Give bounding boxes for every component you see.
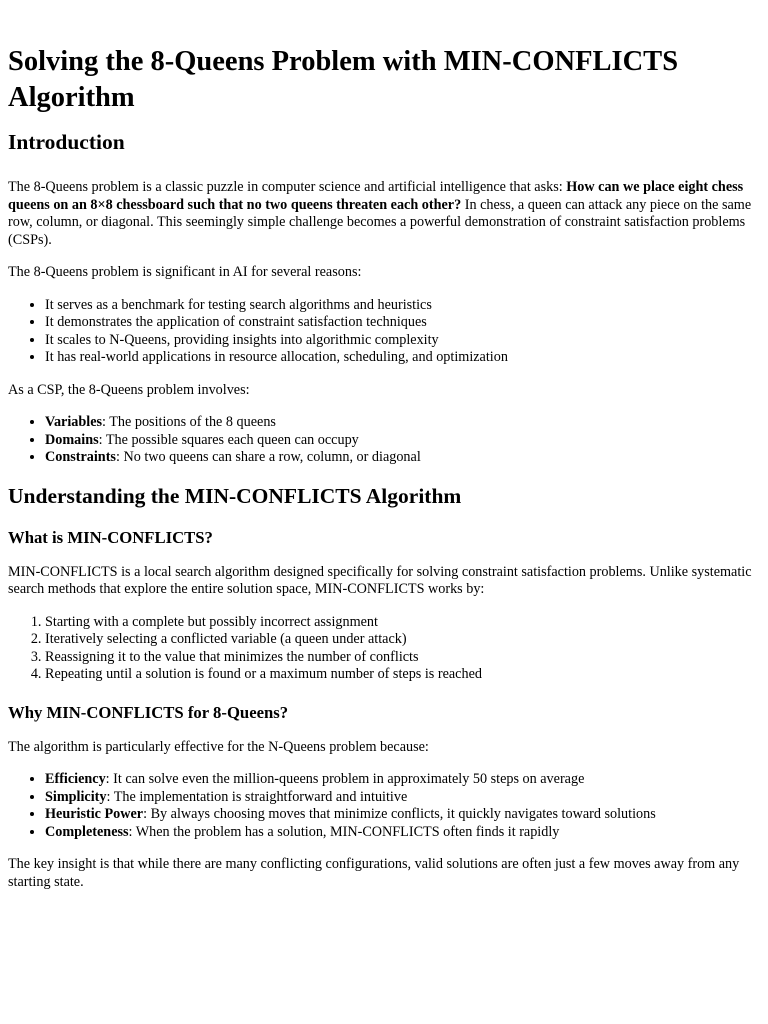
intro-heading: Introduction [8, 130, 125, 154]
intro-paragraph-1 [8, 179, 760, 249]
list-item: • It demonstrates the application of constraint satisfaction techniques [45, 314, 760, 332]
list-item [45, 824, 760, 842]
list-item: 1. Starting with a complete but possibly incorrect assignment [45, 614, 760, 632]
term-desc: : When the problem has a solution, MIN-CONFLICTS often finds it rapidly [128, 823, 560, 840]
benefits-list [8, 771, 760, 841]
list-item [45, 806, 760, 824]
list-item: • It serves as a benchmark for testing search algorithms and heuristics [45, 297, 760, 315]
algorithm-heading: Understanding the MIN-CONFLICTS Algorithm [8, 483, 462, 508]
intro-p1-end: In chess, a queen can attack any piece on the same row, column, or diagonal. This seemingly simple challenge becomes a powerful demonstration of constraint satisfaction problems (CSPs). [8, 196, 752, 248]
list-item: • It has real-world applications in resource allocation, scheduling, and optimization [45, 349, 760, 367]
term-desc: : By always choosing moves that minimize conflicts, it quickly navigates toward solutions [143, 806, 656, 822]
term: Variables [45, 414, 103, 430]
list-item [45, 449, 760, 467]
page-title: Solving the 8-Queens Problem with MIN-CONFLICTS Algorithm [8, 46, 679, 113]
what-heading: What is MIN-CONFLICTS? [8, 527, 213, 547]
term-desc: : No two queens can share a row, column, or diagonal [115, 449, 421, 465]
term-desc: : The implementation is straightforward and intuitive [106, 788, 408, 805]
why-heading: Why MIN-CONFLICTS for 8-Queens? [8, 702, 289, 722]
term: Heuristic Power [45, 806, 144, 822]
csp-list [8, 414, 760, 467]
list-item [45, 414, 760, 432]
list-item: 2. Iteratively selecting a conflicted variable (a queen under attack) [45, 631, 760, 649]
term: Simplicity [45, 788, 107, 805]
reasons-list [8, 297, 760, 367]
term-desc: : It can solve even the million-queens problem in approximately 50 steps on average [105, 771, 585, 787]
intro-question: How can we place eight chess queens on an 8×8 chessboard such that no two queens threaten each other? [8, 179, 744, 213]
list-item: 3. Reassigning it to the value that minimizes the number of conflicts [45, 649, 760, 667]
closing-paragraph: The key insight is that while there are many conflicting configurations, valid solutions are often just a few moves away from any starting state. [8, 856, 740, 890]
what-paragraph: MIN-CONFLICTS is a local search algorithm designed specifically for solving constraint satisfaction problems. Unlike systematic search methods that explore the entire solution space, MIN-CONFLICTS works by: [8, 563, 752, 597]
term: Completeness [45, 823, 129, 840]
steps-list [8, 614, 760, 684]
term: Efficiency [45, 771, 106, 787]
intro-p1-start: The 8-Queens problem is a classic puzzle in computer science and artificial intelligence that asks: [8, 179, 567, 195]
why-paragraph: The algorithm is particularly effective for the N-Queens problem because: [8, 738, 429, 755]
list-item [45, 789, 760, 807]
content [8, 129, 760, 891]
term: Domains [45, 431, 99, 448]
list-item: • It scales to N-Queens, providing insights into algorithmic complexity [45, 332, 760, 350]
term: Constraints [45, 449, 116, 465]
list-item: 4. Repeating until a solution is found or a maximum number of steps is reached [45, 666, 760, 684]
list-item [45, 771, 760, 789]
term-desc: : The possible squares each queen can occupy [98, 431, 359, 448]
list-item [45, 432, 760, 450]
intro-paragraph-2: The 8-Queens problem is significant in AI for several reasons: [8, 264, 362, 280]
term-desc: : The positions of the 8 queens [102, 414, 276, 430]
intro-paragraph-3: As a CSP, the 8-Queens problem involves: [8, 381, 250, 398]
